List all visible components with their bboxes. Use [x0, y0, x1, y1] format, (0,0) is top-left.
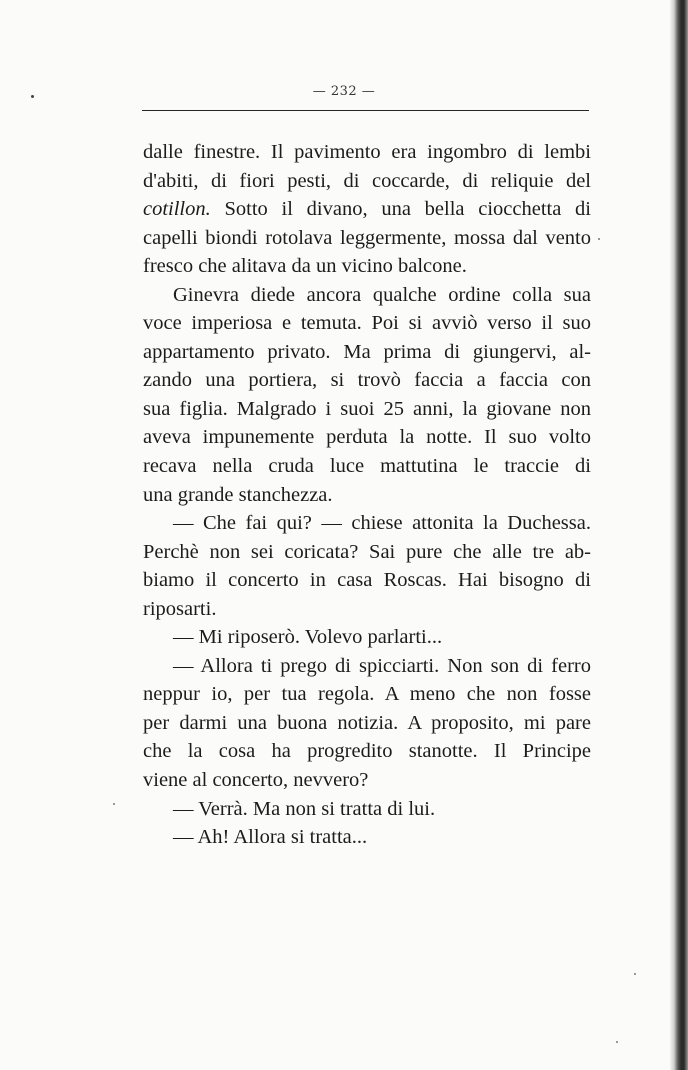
- text-line: Ginevra diede ancora qualche ordine colla sua: [173, 283, 591, 306]
- header-rule: [142, 110, 589, 111]
- text-line: biamo il concerto in casa Roscas. Hai bisogno di: [143, 569, 591, 592]
- book-binding-edge: [670, 0, 688, 1070]
- text-line: Perchè non sei coricata? Sai pure che alle tre ab-: [143, 540, 591, 563]
- text-line: fresco che alitava da un vicino balcone.: [143, 255, 467, 278]
- text-line: sua figlia. Malgrado i suoi 25 anni, la giovane non: [143, 397, 591, 420]
- text-line: voce imperiosa e temuta. Poi si avviò verso il suo: [143, 312, 591, 335]
- text-line: recava nella cruda luce mattutina le traccie di: [143, 455, 591, 478]
- text-line: neppur io, per tua regola. A meno che non fosse: [143, 683, 591, 706]
- scan-speck: [113, 803, 115, 805]
- text-line: — Ah! Allora si tratta...: [173, 826, 368, 849]
- text-line: per darmi una buona notizia. A proposito, mi pare: [143, 711, 591, 734]
- text-line: riposarti.: [143, 597, 217, 620]
- body-text: [143, 138, 591, 852]
- scan-speck: [598, 238, 600, 240]
- text-line-rest: Sotto il divano, una bella ciocchetta di: [210, 198, 591, 221]
- scan-speck: [616, 1041, 618, 1043]
- text-line: — Allora ti prego di spicciarti. Non son di ferro: [173, 654, 591, 677]
- scan-speck: [634, 973, 636, 975]
- text-line: che la cosa ha progredito stanotte. Il Principe: [143, 740, 591, 763]
- text-line: d'abiti, di fiori pesti, di coccarde, di reliquie del: [143, 169, 591, 192]
- text-line: viene al concerto, nevvero?: [143, 769, 369, 792]
- text-line: una grande stanchezza.: [143, 483, 333, 506]
- italic-word: cotillon.: [143, 198, 211, 221]
- scan-speck: [31, 95, 34, 98]
- text-line: — Mi riposerò. Volevo parlarti...: [173, 626, 443, 649]
- text-line: — Verrà. Ma non si tratta di lui.: [173, 797, 436, 820]
- text-line: [143, 195, 591, 224]
- text-line: dalle finestre. Il pavimento era ingombro di lembi: [143, 141, 591, 163]
- text-line: aveva impunemente perduta la notte. Il suo volto: [143, 426, 591, 449]
- text-line: zando una portiera, si trovò faccia a faccia con: [143, 369, 591, 392]
- page-number: — 232 —: [312, 84, 376, 99]
- text-line: — Che fai qui? — chiese attonita la Duchessa.: [173, 512, 591, 535]
- text-line: capelli biondi rotolava leggermente, mossa dal vento: [143, 226, 591, 249]
- text-line: appartamento privato. Ma prima di giungervi, al-: [143, 340, 591, 363]
